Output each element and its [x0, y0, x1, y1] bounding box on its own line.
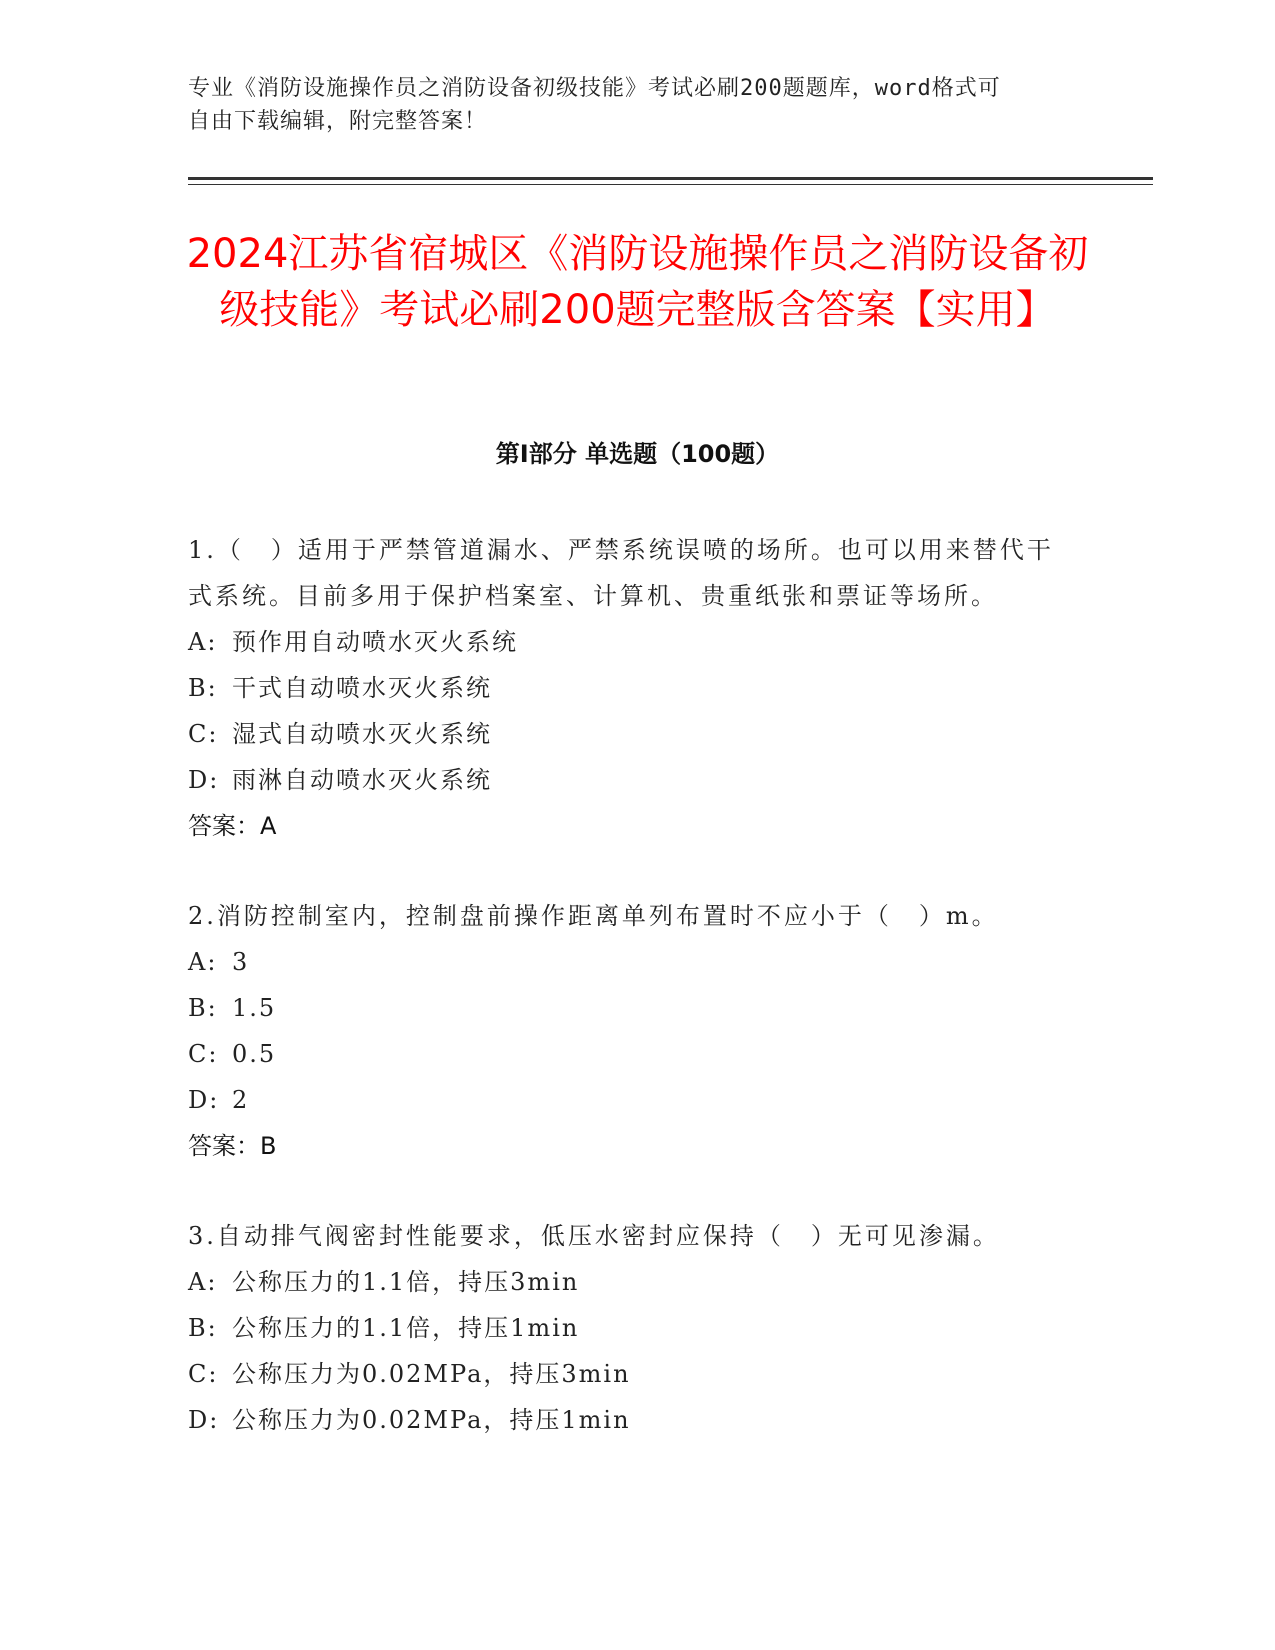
option-key: C:: [188, 720, 219, 748]
option-b: [188, 665, 1068, 711]
header-divider-thin: [188, 184, 1153, 185]
option-key: C:: [188, 1360, 219, 1388]
option-d: [188, 1077, 1068, 1123]
option-text: 雨淋自动喷水灭火系统: [232, 766, 492, 794]
option-key: C:: [188, 1040, 219, 1068]
option-a: [188, 939, 1068, 985]
option-a: [188, 1259, 1068, 1305]
option-text: 湿式自动喷水灭火系统: [232, 720, 492, 748]
option-text: 公称压力的1.1倍，持压1min: [232, 1314, 580, 1342]
option-c: [188, 711, 1068, 757]
option-text: 干式自动喷水灭火系统: [232, 674, 492, 702]
question-list: [188, 527, 1068, 1487]
header-note: [188, 72, 1068, 138]
option-b: [188, 1305, 1068, 1351]
question-1: [188, 527, 1068, 849]
header-divider-thick: [188, 177, 1153, 180]
option-text: 3: [232, 948, 250, 976]
answer-line: 答案：A: [188, 812, 277, 840]
option-key: B:: [188, 674, 218, 702]
option-key: A:: [188, 628, 218, 656]
option-text: 1.5: [232, 994, 277, 1022]
option-text: 公称压力为0.02MPa，持压3min: [232, 1360, 631, 1388]
option-c: [188, 1351, 1068, 1397]
option-d: [188, 757, 1068, 803]
option-text: 2: [232, 1086, 250, 1114]
question-stem: 3.自动排气阀密封性能要求，低压水密封应保持（ ）无可见渗漏。: [188, 1222, 1000, 1250]
option-key: A:: [188, 1268, 218, 1296]
option-text: 预作用自动喷水灭火系统: [232, 628, 518, 656]
option-key: B:: [188, 994, 218, 1022]
option-text: 0.5: [232, 1040, 277, 1068]
option-key: A:: [188, 948, 218, 976]
question-3: [188, 1213, 1068, 1443]
question-stem: 1.（ ）适用于严禁管道漏水、严禁系统误喷的场所。也可以用来替代干式系统。目前多用于保护档案室、计算机、贵重纸张和票证等场所。: [188, 536, 1054, 610]
option-text: 公称压力为0.02MPa，持压1min: [232, 1406, 631, 1434]
header-note-line-1: 专业《消防设施操作员之消防设备初级技能》考试必刷200题题库，word格式可: [188, 76, 1001, 101]
option-key: D:: [188, 1406, 220, 1434]
question-stem: 2.消防控制室内，控制盘前操作距离单列布置时不应小于（ ）m。: [188, 902, 999, 930]
option-c: [188, 1031, 1068, 1077]
header-note-line-2: 自由下载编辑，附完整答案！: [188, 109, 488, 134]
option-text: 公称压力的1.1倍，持压3min: [232, 1268, 580, 1296]
option-d: [188, 1397, 1068, 1443]
option-b: [188, 985, 1068, 1031]
section-heading: 第I部分 单选题（100题）: [495, 440, 780, 468]
option-a: [188, 619, 1068, 665]
document-title: 2024江苏省宿城区《消防设施操作员之消防设备初级技能》考试必刷200题完整版含答案【实用】: [186, 231, 1089, 333]
answer-line: 答案：B: [188, 1132, 277, 1160]
question-2: [188, 893, 1068, 1169]
option-key: D:: [188, 766, 220, 794]
option-key: D:: [188, 1086, 220, 1114]
option-key: B:: [188, 1314, 218, 1342]
